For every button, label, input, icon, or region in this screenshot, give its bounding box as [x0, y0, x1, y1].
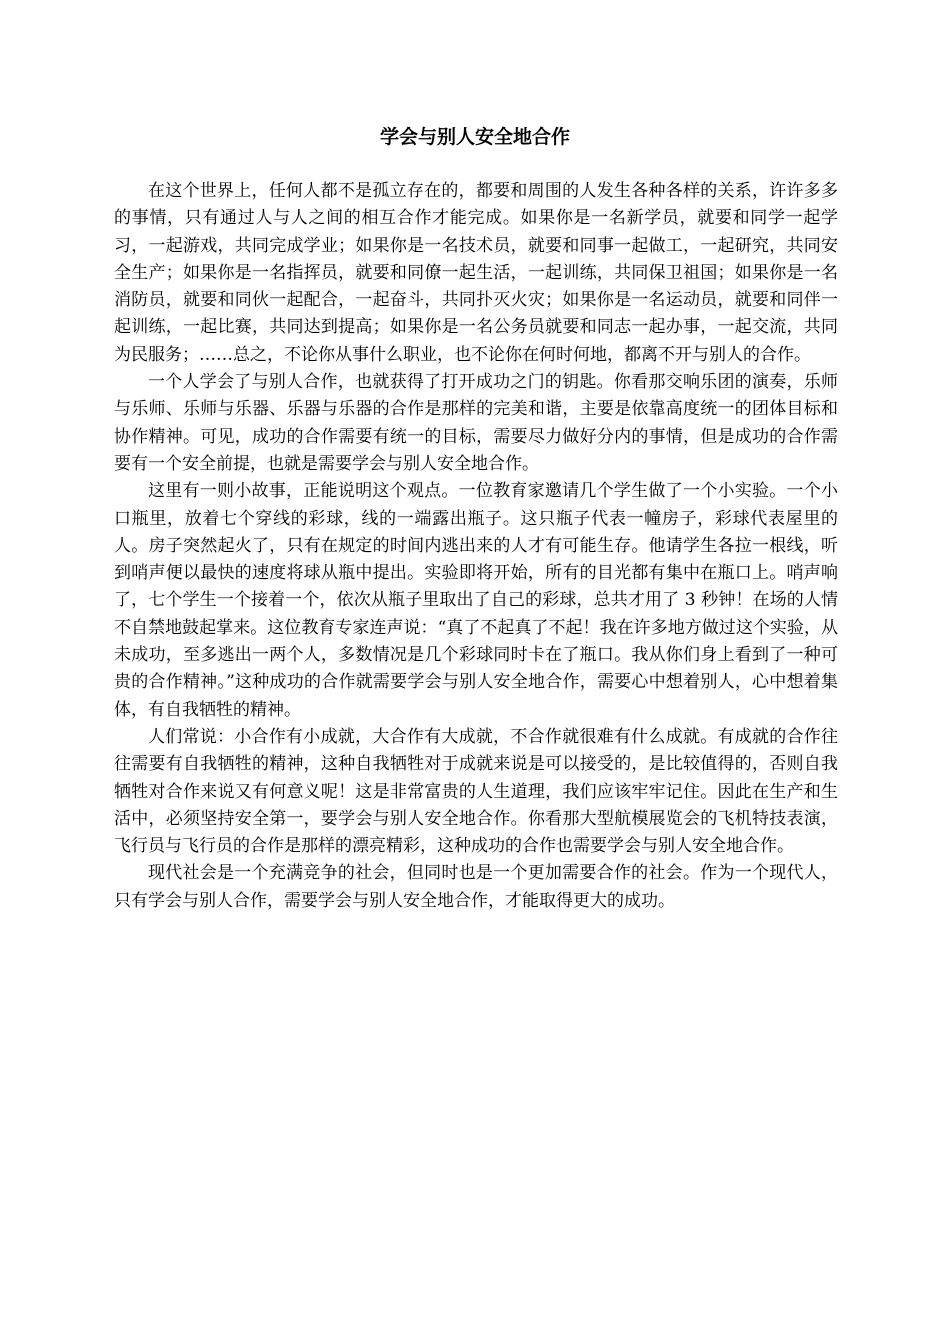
paragraph-2: 一个人学会了与别人合作，也就获得了打开成功之门的钥匙。你看那交响乐团的演奏，乐师与乐师、乐师与乐器、乐器与乐器的合作是那样的完美和谐，主要是依靠高度统一的团体目标和协作精神。可见，成功的合作需要有统一的目标，需要尽力做好分内的事情，但是成功的合作需要有一个安全前提，也就是需要学会与别人安全地合作。: [114, 372, 838, 474]
paragraph-1: 在这个世界上，任何人都不是孤立存在的，都要和周围的人发生各种各样的关系，许许多多的事情，只有通过人与人之间的相互合作才能完成。如果你是一名新学员，就要和同学一起学习，一起游戏，共同完成学业；如果你是一名技术员，就要和同事一起做工，一起研究，共同安全生产；如果你是一名指挥员，就要和同僚一起生活，一起训练，共同保卫祖国；如果你是一名消防员，就要和同伙一起配合，一起奋斗，共同扑灭火灾；如果你是一名运动员，就要和同伴一起训练，一起比赛，共同达到提高；如果你是一名公务员就要和同志一起办事，一起交流，共同为民服务；……总之，不论你从事什么职业，也不论你在何时何地，都离不开与别人的合作。: [114, 181, 838, 365]
document-body: [114, 178, 838, 915]
paragraph-3: 这里有一则小故事，正能说明这个观点。一位教育家邀请几个学生做了一个小实验。一个小口瓶里，放着七个穿线的彩球，线的一端露出瓶子。这只瓶子代表一幢房子，彩球代表屋里的人。房子突然起火了，只有在规定的时间内逃出来的人才有可能生存。他请学生各拉一根线，听到哨声便以最快的速度将球从瓶中提出。实验即将开始，所有的目光都有集中在瓶口上。哨声响了，七个学生一个接着一个，依次从瓶子里取出了自己的彩球，总共才用了 3 秒钟！在场的人情不自禁地鼓起掌来。这位教育专家连声说：“真了不起真了不起！我在许多地方做过这个实验，从未成功，至多逃出一两个人，多数情况是几个彩球同时卡在了瓶口。我从你们身上看到了一种可贵的合作精神。”这种成功的合作就需要学会与别人安全地合作，需要心中想着别人，心中想着集体，有自我牺牲的精神。: [114, 481, 838, 720]
document-title: 学会与别人安全地合作: [379, 126, 570, 148]
paragraph-4: 人们常说：小合作有小成就，大合作有大成就，不合作就很难有什么成就。有成就的合作往往需要有自我牺牲的精神，这种自我牺牲对于成就来说是可以接受的，是比较值得的，否则自我牺牲对合作来说又有何意义呢！这是非常富贵的人生道理，我们应该牢牢记住。因此在生产和生活中，必须坚持安全第一，要学会与别人安全地合作。你看那大型航模展览会的飞机特技表演，飞行员与飞行员的合作是那样的漂亮精彩，这种成功的合作也需要学会与别人安全地合作。: [114, 726, 838, 857]
paragraph-5: 现代社会是一个充满竞争的社会，但同时也是一个更加需要合作的社会。作为一个现代人，只有学会与别人合作，需要学会与别人安全地合作，才能取得更大的成功。: [114, 863, 838, 911]
